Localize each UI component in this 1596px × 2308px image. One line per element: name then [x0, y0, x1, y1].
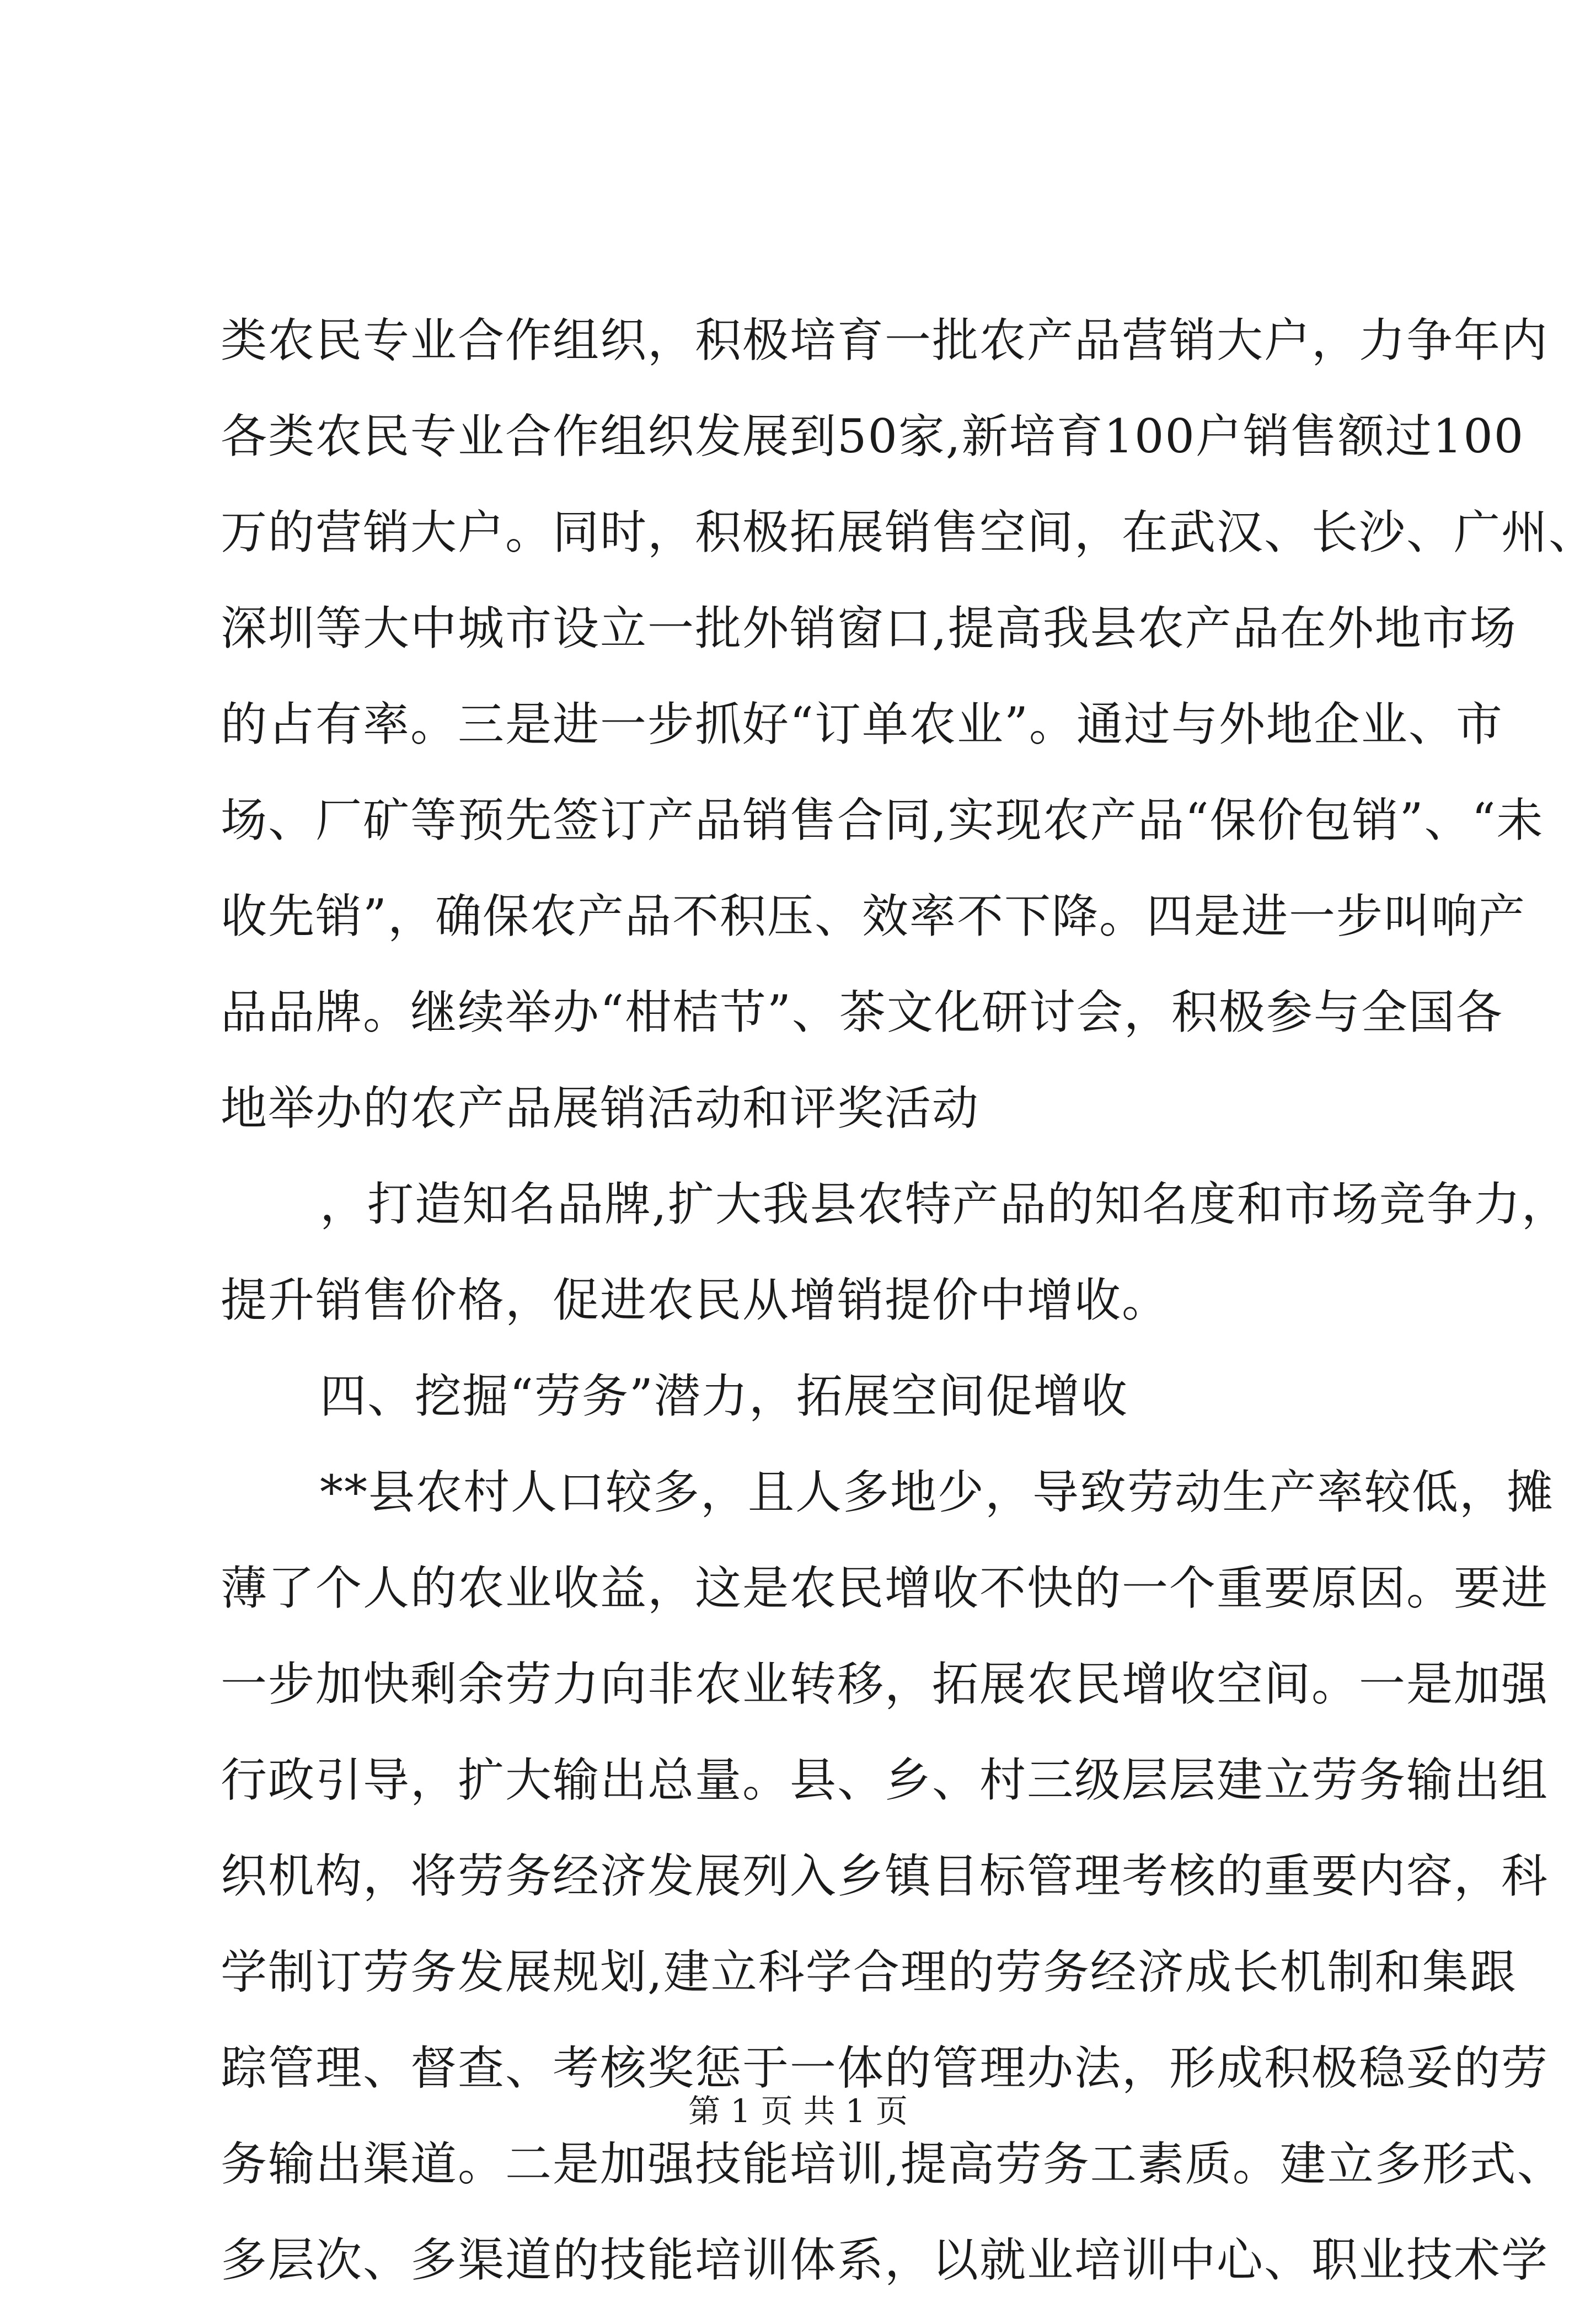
text-line: 务输出渠道。二是加强技能培训,提高劳务工素质。建立多形式、 — [221, 2137, 1565, 2191]
text-line: 收先销”，确保农产品不积压、效率不下降。四是进一步叫响产 — [221, 889, 1526, 943]
text-line: 各类农民专业合作组织发展到50家,新培育100户销售额过100 — [221, 409, 1525, 463]
text-line: 万的营销大户。同时，积极拓展销售空间，在武汉、长沙、广州、 — [221, 505, 1596, 559]
text-line: 薄了个人的农业收益，这是农民增收不快的一个重要原因。要进 — [221, 1561, 1549, 1615]
section-heading: 四、挖掘“劳务”潜力，拓展空间促增收 — [320, 1369, 1128, 1423]
text-line: 提升销售价格，促进农民从增销提价中增收。 — [221, 1273, 1170, 1327]
body-text — [221, 292, 1596, 2308]
text-line: 踪管理、督查、考核奖惩于一体的管理办法，形成积极稳妥的劳 — [221, 2041, 1549, 2095]
text-line: 学制订劳务发展规划,建立科学合理的劳务经济成长机制和集跟 — [221, 1945, 1517, 1999]
text-line: 的占有率。三是进一步抓好“订单农业”。通过与外地企业、市 — [221, 697, 1503, 751]
text-line: 地举办的农产品展销活动和评奖活动 — [221, 1081, 980, 1135]
text-line: 多层次、多渠道的技能培训体系，以就业培训中心、职业技术学 — [221, 2233, 1549, 2287]
text-line: 场、厂矿等预先签订产品销售合同,实现农产品“保价包销”、“未 — [221, 793, 1544, 847]
text-line: 行政引导，扩大输出总量。县、乡、村三级层层建立劳务输出组 — [221, 1753, 1549, 1807]
text-line: 织机构，将劳务经济发展列入乡镇目标管理考核的重要内容，科 — [221, 1849, 1549, 1903]
text-line: ，打造知名品牌,扩大我县农特产品的知名度和市场竞争力， — [320, 1177, 1569, 1231]
page-footer: 第 1 页 共 1 页 — [688, 2092, 908, 2130]
text-line: 类农民专业合作组织，积极培育一批农产品营销大户，力争年内 — [221, 313, 1549, 367]
text-line: 深圳等大中城市设立一批外销窗口,提高我县农产品在外地市场 — [221, 601, 1517, 655]
text-line: 一步加快剩余劳力向非农业转移，拓展农民增收空间。一是加强 — [221, 1657, 1549, 1711]
text-line: 品品牌。继续举办“柑桔节”、茶文化研讨会，积极参与全国各 — [221, 985, 1503, 1039]
text-line: **县农村人口较多，且人多地少，导致劳动生产率较低，摊 — [320, 1465, 1555, 1519]
